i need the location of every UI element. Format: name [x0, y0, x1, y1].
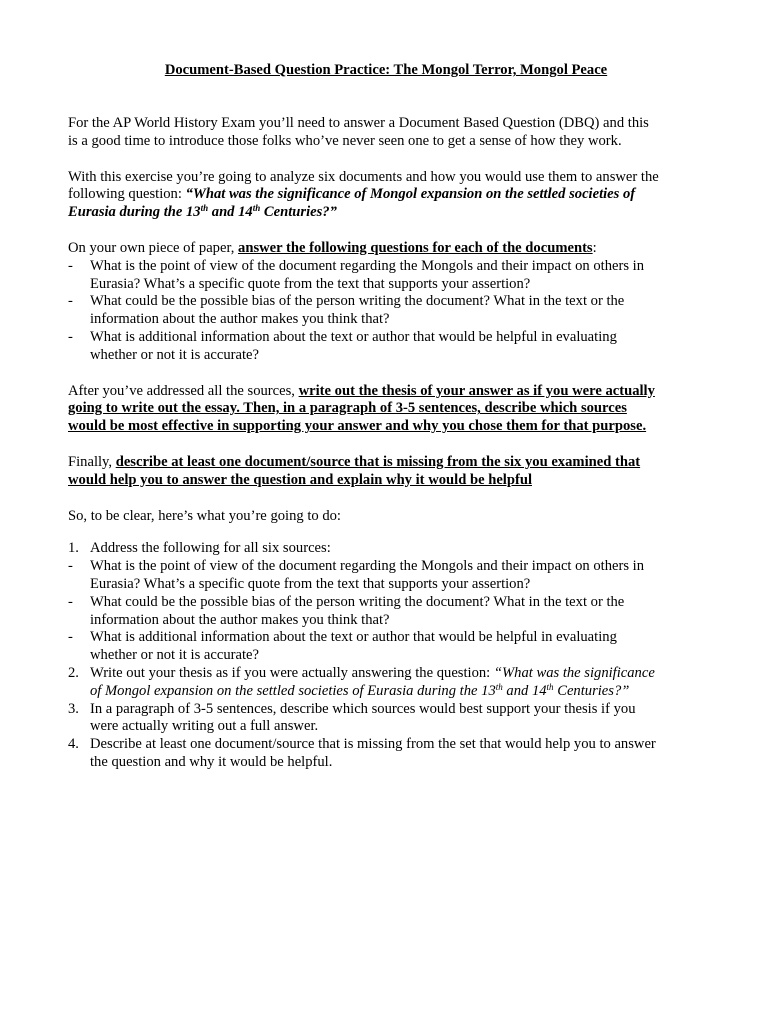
clear-paragraph: So, to be clear, here’s what you’re going to do: [68, 507, 341, 524]
intro-paragraph: For the AP World History Exam you’ll need to answer a Document Based Question (DBQ) and this is a good time to introduce those folks who’ve never seen one to get a sense of how they work. [68, 115, 649, 149]
question-list [68, 258, 660, 365]
step-item: 1. Address the following for all six sources: [68, 540, 331, 557]
paper-instruction-emphasis: answer the following questions for each of the documents [238, 239, 593, 256]
step-question: “What was the significance of Mongol expansion on the settled societies of Eurasia during the 13th and 14th Centuries?” [90, 664, 655, 699]
list-item: - What could be the possible bias of the person writing the document? What in the text or the information about the author makes you think that? [68, 593, 625, 628]
step-item: 2. Write out your thesis as if you were actually answering the question: “What was the significance of Mongol expansion on the settled societies of Eurasia during the 13th and 14th Centuries?” [68, 664, 655, 699]
finally-paragraph: Finally, describe at least one document/source that is missing from the six you examined that would help you to answer the question and explain why it would be helpful [68, 453, 641, 488]
finally-emphasis: describe at least one document/source that is missing from the six you examined that would help you to answer the question and explain why it would be helpful [68, 453, 641, 488]
bullet-marker: - [68, 328, 73, 345]
step-item: 4. Describe at least one document/source that is missing from the set that would help you to answer the question and why it would be helpful. [68, 736, 656, 770]
exercise-lead: With this exercise you’re going to analyze six documents and how you would use them to answer the following question: [68, 168, 659, 203]
exercise-paragraph [68, 169, 660, 222]
document-title: Document-Based Question Practice: The Mongol Terror, Mongol Peace [164, 62, 608, 78]
bullet-marker: - [68, 629, 73, 646]
bullet-marker: - [68, 558, 73, 575]
steps-list [68, 540, 660, 771]
list-item: - What is the point of view of the document regarding the Mongols and their impact on others in Eurasia? What’s a specific quote from the text that supports your assertion? [68, 558, 645, 592]
bullet-marker: - [68, 593, 73, 610]
step-item: 3. In a paragraph of 3-5 sentences, describe which sources would best support your thesis if you were actually writing out a full answer. [68, 700, 636, 735]
list-item: - What is additional information about the text or author that would be helpful in evaluating whether or not it is accurate? [68, 328, 617, 363]
list-item: - What could be the possible bias of the person writing the document? What in the text or the information about the author makes you think that? [68, 293, 625, 328]
document-body [68, 61, 660, 772]
after-emphasis: write out the thesis of your answer as if you were actually going to write out the essay. Then, in a paragraph of 3-5 sentences, describe which sources would be most effective in supporting your answer and why you chose them for that purpose. [68, 382, 655, 435]
paper-instruction: On your own piece of paper, answer the following questions for each of the documents: [68, 239, 597, 256]
bullet-marker: - [68, 257, 73, 274]
list-item: - What is the point of view of the document regarding the Mongols and their impact on others in Eurasia? What’s a specific quote from the text that supports your assertion? [68, 257, 645, 292]
after-paragraph: After you’ve addressed all the sources, write out the thesis of your answer as if you were actually going to write out the essay. Then, in a paragraph of 3-5 sentences, describe which sources would be most effective in supporting your answer and why you chose them for that purpose. [68, 382, 655, 435]
bullet-marker: - [68, 293, 73, 310]
list-item: - What is additional information about the text or author that would be helpful in evaluating whether or not it is accurate? [68, 629, 617, 664]
exercise-question: “What was the significance of Mongol expansion on the settled societies of Eurasia during the 13th and 14th Centuries?” [68, 186, 636, 221]
